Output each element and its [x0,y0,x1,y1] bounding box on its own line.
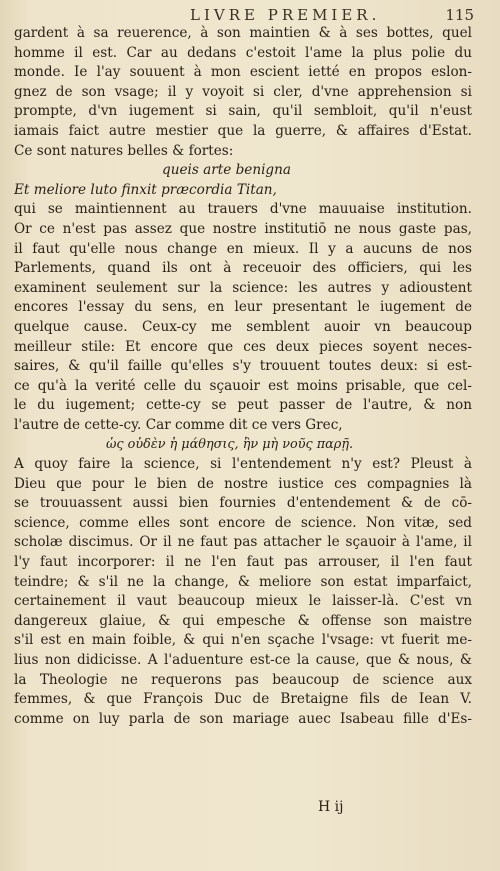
text-line: se trouuassent aussi bien fournies d'entendement & de cō- [14,495,472,512]
signature-mark: H ij [318,799,344,815]
text-line: encores l'essay du sens, en leur presentant le iugement de [14,299,472,316]
text-line: teindre; & s'il ne la change, & meliore son estat imparfaict, [14,573,472,590]
text-line: prompte, d'vn iugement si sain, qu'il sembloit, qu'il n'eust [14,103,472,120]
text-line: Or ce n'est pas assez que nostre institutiō ne nous gaste pas, [14,220,472,237]
text-line: femmes, & que François Duc de Bretaigne fils de Iean V. [14,691,472,708]
running-title: LIVRE PREMIER. [190,6,381,24]
page-number: 115 [445,6,474,24]
text-line: qui se maintiennent au trauers d'vne mauuaise institution. [14,201,472,218]
text-line: il faut qu'elle nous change en mieux. Il y a aucuns de nos [14,240,472,257]
text-line: saires, & qu'il faille qu'elles s'y trouuent toutes deux: si est- [14,358,472,375]
text-line: Parlements, quand ils ont à receuoir des officiers, qui les [14,260,472,277]
text-line: la Theologie ne requerons pas beaucoup de science aux [14,671,472,688]
latin-quote-line: Et meliore luto finxit præcordia Titan, [14,181,277,198]
body-text [14,24,472,729]
latin-quote-line: queis arte benigna [162,162,291,179]
text-line: monde. Ie l'ay souuent à mon escient ietté en propos eslon- [14,64,472,81]
text-line: quelque cause. Ceux-cy me semblent auoir vn beaucoup [14,318,472,335]
text-line: dangereux glaiue, & qui empesche & offense son maistre [14,612,472,629]
text-line: homme il est. Car au dedans c'estoit l'ame la plus polie du [14,44,472,61]
greek-quote-line: ὡς οὐδὲν ἡ μάθησις, ἢν μὴ νοῦς παρῇ. [106,437,354,453]
text-line: meilleur stile: Et encore que ces deux pieces soyent neces- [14,338,472,355]
text-line: s'il est en main foible, & qui n'en sçache l'vsage: vt fuerit me- [14,632,472,649]
text-line: l'autre de cette-cy. Car comme dit ce vers Grec, [14,416,343,433]
text-line: gardent à sa reuerence, à son maintien & à ses bottes, quel [14,25,472,41]
text-line: science, comme elles sont encore de science. Non vitæ, sed [14,514,472,531]
text-line: comme on luy parla de son mariage auec Isabeau fille d'Es- [14,710,472,727]
text-line: le du iugement; cette-cy se peut passer de l'autre, & non [14,397,472,414]
text-line: l'y faut incorporer: il ne l'en faut pas arrouser, il l'en faut [14,554,472,571]
text-line: Dieu que pour le bien de nostre iustice ces compagnies là [14,475,472,492]
text-line: lius non didicisse. A l'aduenture est-ce la cause, que & nous, & [14,652,472,668]
text-line: examinent seulement sur la science: les autres y adioustent [14,279,472,296]
text-line: scholæ discimus. Or il ne faut pas attacher le sçauoir à l'ame, il [14,534,472,551]
text-line: Ce sont natures belles & fortes: [14,142,234,159]
text-line: ce qu'à la verité celle du sçauoir est moins prisable, que cel- [14,377,472,394]
text-line: A quoy faire la science, si l'entendement n'y est? Pleust à [14,456,472,473]
text-line: gnez de son vsage; il y voyoit si cler, d'vne apprehension si [14,83,472,100]
text-line: iamais faict autre mestier que la guerre, & affaires d'Estat. [14,122,472,139]
text-line: certainement il vaut beaucoup mieux le laisser-là. C'est vn [14,593,472,610]
